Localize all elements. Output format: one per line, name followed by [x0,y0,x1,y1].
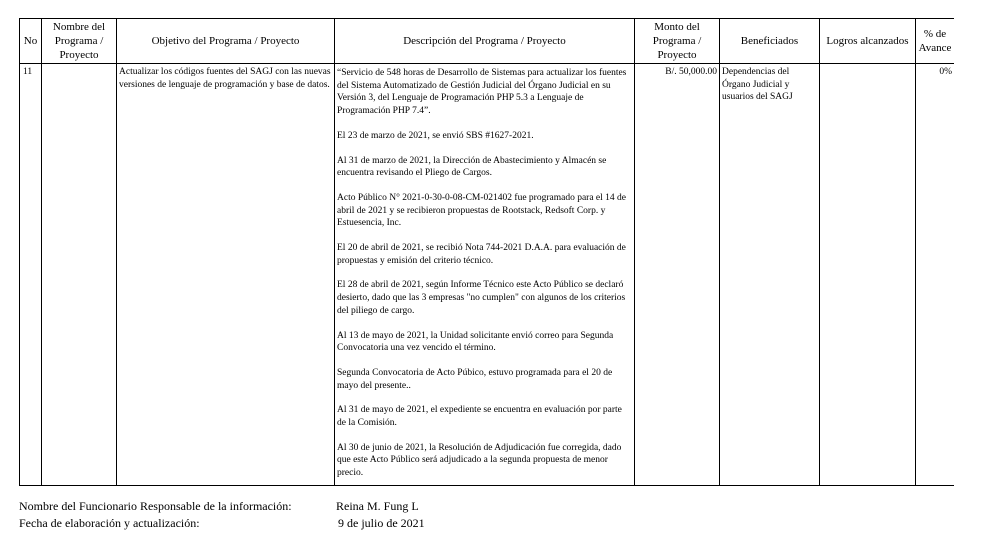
description-paragraph: El 20 de abril de 2021, se recibió Nota 744-2021 D.A.A. para evaluación de propuestas y emisión del criterio técnico. [337,243,626,266]
description-paragraph: El 28 de abril de 2021, según Informe Técnico este Acto Público se declaró desierto, dado que las 3 empresas "no cumplen" con algunos de los criterios del piliego de cargo. [337,280,626,316]
table-row [20,64,955,487]
header-descripcion: Descripción del Programa / Proyecto [335,19,635,64]
header-objetivo: Objetivo del Programa / Proyecto [117,19,335,64]
table-header-row [20,19,955,64]
header-nombre: Nombre del Programa / Proyecto [42,19,117,64]
cell-monto: B/. 50,000.00 [635,64,720,487]
description-paragraph: Segunda Convocatoria de Acto Púbico, estuvo programada para el 20 de mayo del presente.. [337,367,613,391]
cell-nombre [42,64,117,487]
description-paragraph: Al 31 de marzo de 2021, la Dirección de Abastecimiento y Almacén se encuentra revisando el Pliego de Cargos. [337,155,607,179]
program-table-container [19,18,954,486]
cell-objetivo: Actualizar los códigos fuentes del SAGJ con las nuevas versiones de lenguaje de programación y base de datos. [117,64,335,487]
program-table [19,18,954,486]
description-paragraph: “Servicio de 548 horas de Desarrollo de Sistemas para actualizar los fuentes del Sistema Automatizado de Gestión Judicial del Órgano Judicial en su Versión 3, del Lenguaje de Programación PHP 5.3 a Lenguaje de Programación PHP 7.4”. [337,68,627,117]
header-avance: % de Avance [916,19,955,64]
header-no: No [20,19,42,64]
responsable-value: Reina M. Fung L [336,499,419,513]
header-monto: Monto del Programa / Proyecto [635,19,720,64]
description-paragraph: Al 13 de mayo de 2021, la Unidad solicitante envió correo para Segunda Convocatoria una vez vencido el término. [337,330,614,354]
cell-no: 11 [20,64,42,487]
header-logros: Logros alcanzados [820,19,916,64]
header-beneficiados: Beneficiados [720,19,820,64]
cell-avance: 0% [916,64,955,487]
cell-descripcion [335,64,635,487]
cell-logros [820,64,916,487]
description-paragraph: Al 31 de mayo de 2021, el expediente se encuentra en evaluación por parte de la Comisión. [337,405,622,429]
fecha-value: 9 de julio de 2021 [338,516,425,530]
cell-beneficiados: Dependencias del Órgano Judicial y usuarios del SAGJ [720,64,820,487]
responsable-label: Nombre del Funcionario Responsable de la información: [19,499,292,513]
description-paragraph: El 23 de marzo de 2021, se envió SBS #1627-2021. [337,130,534,141]
description-paragraph: Acto Público N° 2021-0-30-0-08-CM-021402 fue programado para el 14 de abril de 2021 y se recibieron propuestas de Rootstack, Redsoft Corp. y Estuesencia, Inc. [337,192,626,229]
description-paragraph: Al 30 de junio de 2021, la Resolución de Adjudicación fue corregida, dado que este Acto Público será adjudicado a la segunda propuesta de menor precio. [337,442,622,479]
fecha-label: Fecha de elaboración y actualización: [19,516,200,530]
